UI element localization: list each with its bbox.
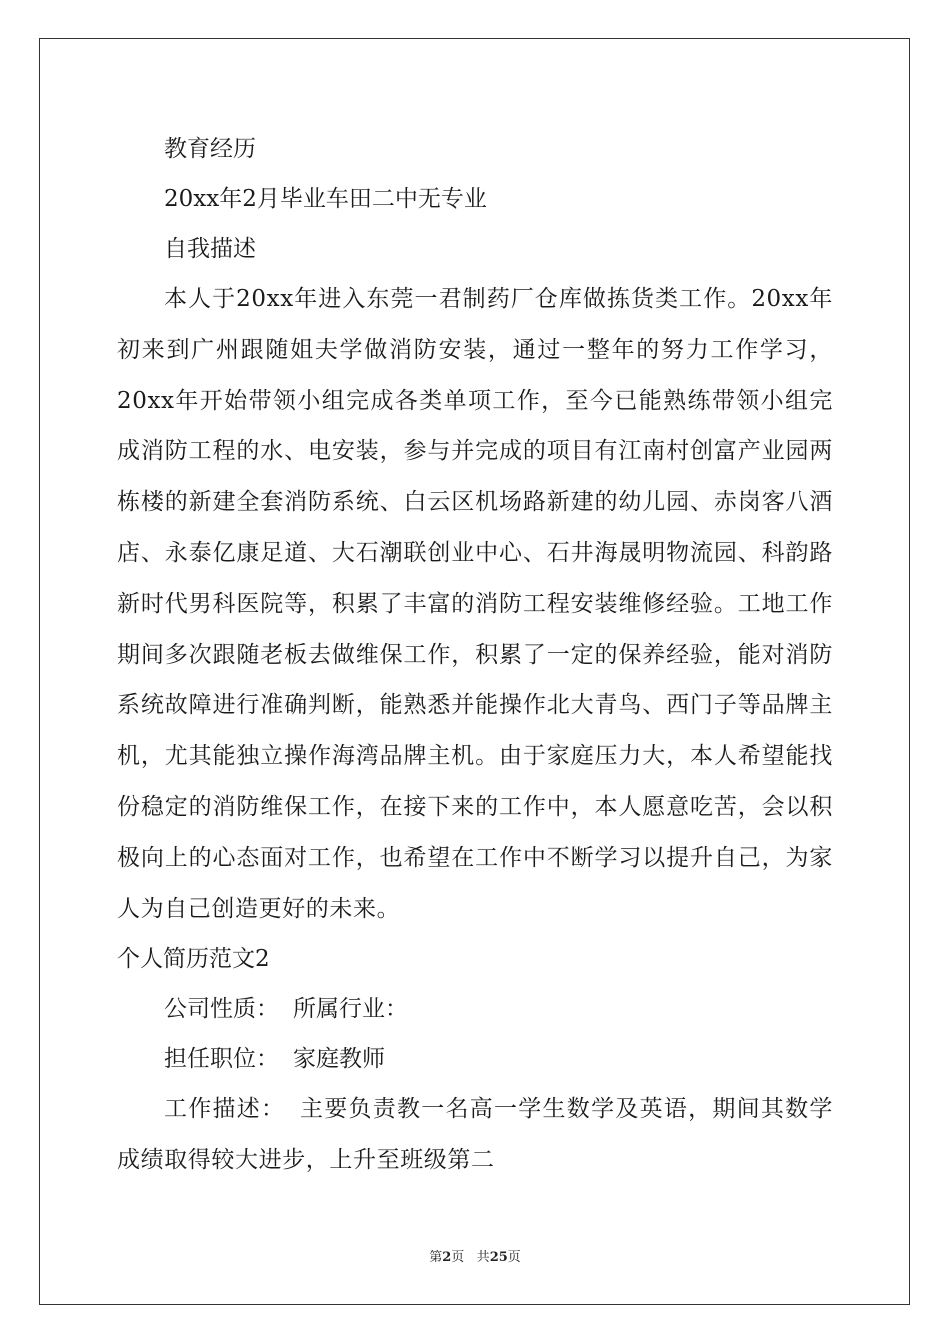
education-heading: 教育经历 — [164, 136, 256, 162]
position-value: 家庭教师 — [293, 1046, 385, 1073]
company-nature-label: 公司性质： — [164, 996, 279, 1023]
footer-total-prefix: 共 — [476, 1250, 490, 1265]
job-desc-text: 主要负责教一名高一学生数学及英语，期间其数学成绩取得较大进步，上升至班级第二 — [117, 1096, 833, 1174]
position-label: 担任职位： — [164, 1046, 279, 1073]
footer-page-number: 2 — [442, 1250, 452, 1265]
self-description-paragraph: 本人于20xx年进入东莞一君制药厂仓库做拣货类工作。20xx年初来到广州跟随姐夫学做消防安装，通过一整年的努力工作学习，20xx年开始带领小组完成各类单项工作，至今已能熟练带领小组完成消防工程的水、电安装，参与并完成的项目有江南村创富产业园两栋楼的新建全套消防系统、白云区机场路新建的幼儿园、赤岗客八酒店、永泰亿康足道、大石潮联创业中心、石井海晟明物流园、科韵路新时代男科医院等，积累了丰富的消防工程安装维修经验。工地工作期间多次跟随老板去做维保工作，积累了一定的保养经验，能对消防系统故障进行准确判断，能熟悉并能操作北大青鸟、西门子等品牌主机，尤其能独立操作海湾品牌主机。由于家庭压力大，本人希望能找份稳定的消防维保工作，在接下来的工作中，本人愿意吃苦，会以积极向上的心态面对工作，也希望在工作中不断学习以提升自己，为家人为自己创造更好的未来。 — [117, 286, 833, 922]
job-desc-label: 工作描述： — [164, 1096, 286, 1123]
footer-prefix: 第 — [429, 1250, 443, 1265]
document-body — [117, 124, 833, 1186]
section2-title: 个人简历范文2 — [117, 946, 270, 973]
industry-label: 所属行业： — [293, 996, 408, 1023]
footer-total-pages: 25 — [489, 1250, 508, 1265]
footer-total-unit: 页 — [507, 1250, 521, 1265]
education-detail: 20xx年2月毕业车田二中无专业 — [164, 186, 487, 212]
position-line — [117, 1034, 833, 1084]
footer-page-unit: 页 — [451, 1250, 465, 1265]
self-description-heading: 自我描述 — [164, 236, 256, 262]
job-description-paragraph — [117, 1084, 833, 1186]
page-footer — [0, 1246, 950, 1265]
company-info-line — [117, 984, 833, 1034]
